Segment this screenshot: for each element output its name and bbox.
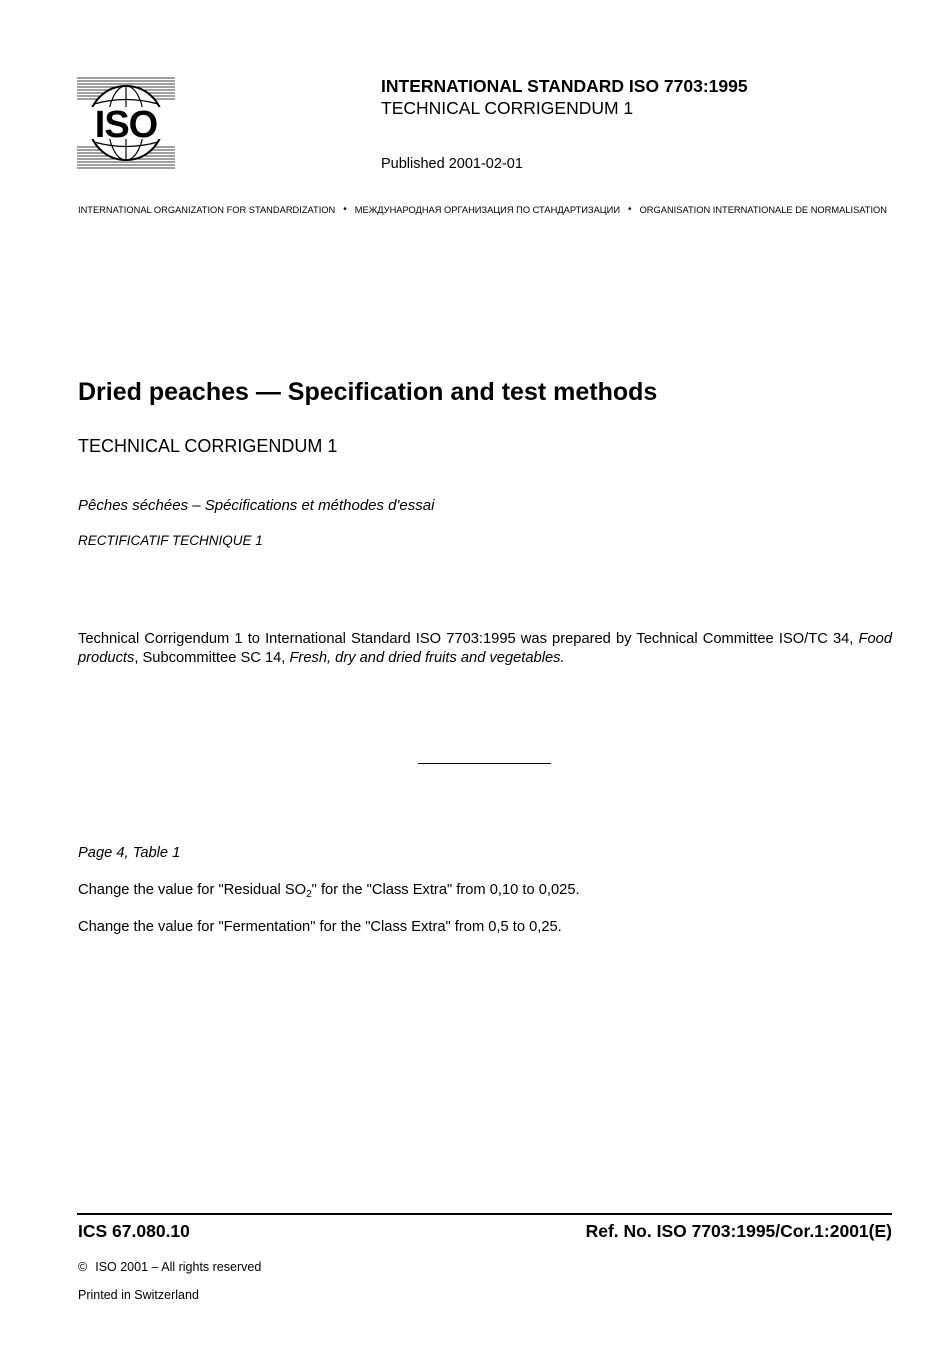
section-divider: [418, 763, 551, 764]
intro-committee: Food products: [78, 631, 892, 666]
change1-post: " for the "Class Extra" from 0,10 to 0,025.: [311, 882, 580, 898]
org-name-fr: ORGANISATION INTERNATIONALE DE NORMALISATION: [639, 204, 887, 215]
bullet-separator: •: [343, 204, 347, 215]
iso-logo: [77, 77, 175, 169]
standard-title: INTERNATIONAL STANDARD ISO 7703:1995: [381, 76, 748, 96]
intro-text-2: , Subcommittee SC 14,: [134, 650, 290, 666]
org-name-ru: МЕЖДУНАРОДНАЯ ОРГАНИЗАЦИЯ ПО СТАНДАРТИЗАЦИИ: [354, 204, 621, 215]
change-reference: Page 4, Table 1: [78, 845, 181, 861]
change-item-1: [78, 882, 580, 898]
printed-in: Printed in Switzerland: [78, 1288, 199, 1302]
change-item-2: Change the value for "Fermentation" for the "Class Extra" from 0,5 to 0,25.: [78, 919, 562, 935]
document-title-fr: Pêches séchées – Spécifications et méthodes d'essai: [78, 497, 435, 514]
organization-line: [78, 204, 892, 215]
intro-text-1: Technical Corrigendum 1 to International Standard ISO 7703:1995 was prepared by Technical Committee ISO/TC 34,: [78, 631, 859, 647]
change1-subscript: 2: [306, 889, 312, 900]
copyright: [78, 1260, 261, 1274]
standard-subtitle: TECHNICAL CORRIGENDUM 1: [381, 98, 634, 118]
intro-paragraph: [78, 630, 892, 668]
document-subtitle: TECHNICAL CORRIGENDUM 1: [78, 436, 338, 456]
document-subtitle-fr: RECTIFICATIF TECHNIQUE 1: [78, 533, 263, 548]
reference-number: Ref. No. ISO 7703:1995/Cor.1:2001(E): [585, 1221, 892, 1241]
iso-logo-text: ISO: [94, 104, 158, 146]
bullet-separator: •: [628, 204, 632, 215]
copyright-text: ISO 2001 – All rights reserved: [95, 1260, 262, 1274]
org-name-en: INTERNATIONAL ORGANIZATION FOR STANDARDIZATION: [78, 204, 336, 215]
change1-pre: Change the value for "Residual SO: [78, 882, 307, 898]
footer-rule: [77, 1213, 892, 1215]
ics-code: ICS 67.080.10: [78, 1221, 190, 1241]
copyright-symbol: ©: [78, 1260, 88, 1274]
document-title: Dried peaches — Specification and test methods: [78, 378, 658, 406]
published-date: Published 2001-02-01: [381, 156, 523, 172]
intro-subcommittee: Fresh, dry and dried fruits and vegetables.: [289, 650, 565, 666]
